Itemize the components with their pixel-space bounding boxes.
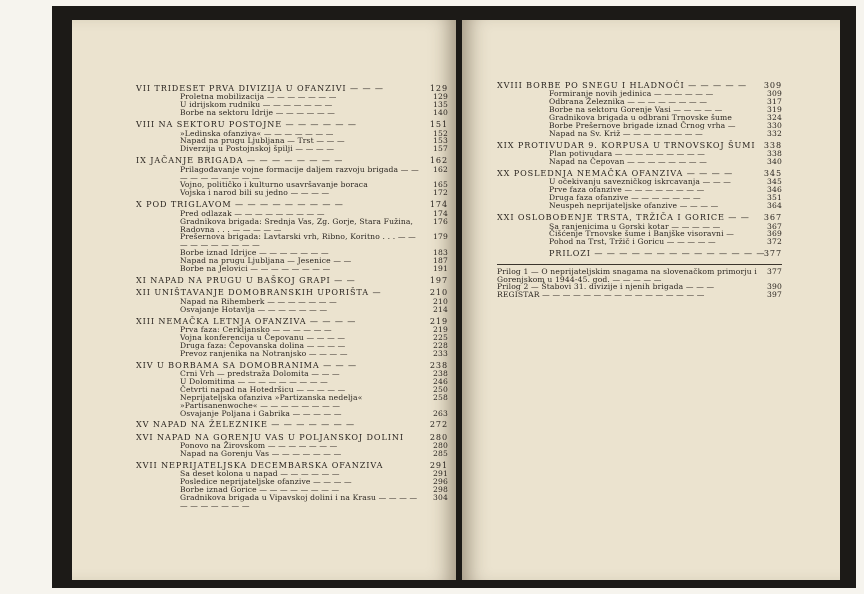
toc-entry [136, 494, 448, 510]
toc-page-number: 309 [767, 89, 782, 99]
toc-entry-title: XI NAPAD NA PRUGU U BAŠKOJ GRAPI — — [136, 274, 356, 285]
toc-page-number: 397 [767, 290, 782, 300]
toc-entry-title: Sa deset kolona u napad — — — — — — [180, 469, 340, 479]
toc-page-number: 174 [433, 208, 448, 218]
toc-entry-title: Gradnikova brigada u Vipavskoj dolini i na Krasu — — — — — — — — — — — [180, 493, 418, 511]
toc-page-number: 140 [433, 108, 448, 118]
toc-entry-title: XIX PROTIVUDAR 9. KORPUSA U TRNOVSKOJ ŠUMI [497, 139, 756, 150]
toc-entry-title: Vojna konferencija u Čepovanu — — — — [180, 332, 346, 342]
toc-page-number: 129 [429, 83, 448, 93]
toc-page-number: 238 [433, 369, 448, 378]
toc-entry-title: Posledice neprijateljske ofanzive — — — — [180, 477, 352, 487]
toc-page-number: 129 [433, 92, 448, 102]
toc-entry-title: Prešernova brigada: Lavtarski vrh, Ribno, Koritno . . . — — — — — — — — — — [180, 232, 416, 250]
toc-page-number: 351 [767, 193, 782, 203]
toc-entry-title: Neuspeh neprijateljske ofanzive — — — — [549, 201, 719, 211]
toc-entry-title: XII UNIŠTAVANJE DOMOBRANSKIH UPORIŠTA — [136, 287, 382, 298]
toc-page-number: 162 [429, 155, 448, 166]
toc-page-number: 246 [433, 376, 448, 386]
toc-entry-title: Napad na Rihemberk — — — — — — — [180, 296, 337, 306]
toc-entry-title: XVI NAPAD NA GORENJU VAS U POLJANSKOJ DOLINI [136, 431, 404, 442]
toc-page-number: 228 [433, 340, 448, 350]
toc-entry [136, 450, 448, 458]
toc-entry-title: Napad na prugu Ljubljana — Trst — — — [180, 136, 345, 146]
toc-page-number: 304 [433, 493, 448, 503]
toc-entry-title: Borbe na Jelovici — — — — — — — — [180, 264, 331, 274]
toc-entry-title: Crni Vrh — predstraža Dolomita — — — [180, 369, 340, 378]
toc-entry-title: Neprijateljska ofanziva »Partizanska nedelja« »Partisanenwoche« — — — — — — — — [180, 392, 363, 410]
toc-entry [136, 306, 448, 314]
toc-entry [497, 238, 782, 246]
right-page [462, 20, 840, 580]
toc-entry [497, 291, 782, 299]
toc-entry-title: X POD TRIGLAVOM — — — — — — — — — [136, 199, 344, 210]
toc-page-number: 319 [767, 105, 782, 115]
toc-entry-title: Pohod na Trst, Tržič i Goricu — — — — — [549, 237, 716, 247]
toc-entry-title: Borbe iznad Gorice — — — — — — — — [180, 485, 340, 495]
toc-entry-title: Vojska i narod bili su jedno — — — — [180, 188, 330, 198]
toc-page-number: 157 [433, 144, 448, 154]
toc-chapter-entry [136, 420, 448, 429]
toc-entry-title: Borbe Prešernove brigade iznad Črnog vrha — [549, 121, 736, 131]
toc-entry-title: Diverzija u Postojnskoj špilji — — — — [180, 144, 335, 154]
toc-page-number: 210 [429, 287, 448, 298]
toc-page-number: 172 [433, 188, 448, 198]
toc-entry-title: Prilagođavanje vojne formacije daljem razvoju brigada — — — — — — — — — — [180, 164, 419, 182]
toc-chapter-entry [136, 276, 448, 285]
toc-page-number: 291 [429, 460, 448, 471]
toc-entry-title: XV NAPAD NA ŽELEZNIKE — — — — — — — [136, 419, 356, 430]
toc-page-number: 364 [767, 201, 782, 211]
toc-page-number: 214 [433, 304, 448, 314]
toc-entry [136, 233, 448, 249]
toc-page-number: 309 [763, 80, 782, 90]
toc-entry-title: XXI OSLOBOĐENJE TRSTA, TRŽIČA I GORICE — — [497, 212, 750, 223]
toc-entry [497, 202, 782, 210]
toc-page-number: 285 [433, 449, 448, 459]
toc-page-number: 165 [433, 180, 448, 190]
toc-page-number: 367 [767, 221, 782, 231]
toc-entry-title: REGISTAR — — — — — — — — — — — — — — — — [497, 290, 705, 300]
section-divider [497, 264, 782, 265]
toc-page-number: 197 [429, 274, 448, 285]
toc-entry-title: Osvajanje Hotavlja — — — — — — — [180, 304, 328, 314]
toc-entry-title: Proletna mobilizacija — — — — — — — [180, 92, 337, 102]
toc-entry-title: Druga faza: Čepovanska dolina — — — — [180, 340, 346, 350]
toc-entry-title: Pred odlazak — — — — — — — — — [180, 208, 325, 218]
toc-entry-title: Napad na prugu Ljubljana — Jesenice — — [180, 256, 352, 266]
toc-entry-title: U očekivanju savezničkog iskrcavanja — — — [549, 177, 732, 187]
toc-page-number: 225 [433, 332, 448, 342]
toc-page-number: 191 [433, 264, 448, 274]
toc-entry-title: Formiranje novih jedinica — — — — — — [549, 89, 714, 99]
toc-entry-title: Borbe na sektoru Idrije — — — — — — [180, 108, 335, 118]
toc-page-number: 135 [433, 100, 448, 110]
toc-entry-title: XVIII BORBE PO SNEGU I HLADNOĆI — — — — — [497, 80, 747, 90]
toc-page-number: 390 [767, 282, 782, 292]
toc-entry [497, 268, 782, 284]
toc-page-number: 346 [767, 185, 782, 195]
toc-entry-title: Odbrana Železnika — — — — — — — — [549, 97, 708, 107]
toc-entry-title: Prve faza ofanzive — — — — — — — — [549, 185, 705, 195]
toc-entry [497, 130, 782, 138]
toc-entry [136, 350, 448, 358]
toc-entry-title: XX POSLEDNJA NEMAČKA OFANZIVA — — — — [497, 168, 734, 179]
toc-entry [136, 145, 448, 153]
toc-entry-title: PRILOZI — — — — — — — — — — — — — — [549, 248, 766, 259]
toc-page-number: 367 [763, 212, 782, 223]
toc-entry-title: IX JAČANJE BRIGADA — — — — — — — — [136, 155, 344, 166]
toc-entry-title: Prva faza: Cerkljansko — — — — — — [180, 324, 332, 334]
toc-page-number: 238 [429, 359, 448, 370]
toc-entry-title: Plan potivudara — — — — — — — — — [549, 149, 706, 159]
toc-page-number: 338 [767, 149, 782, 159]
toc-page-number: 377 [763, 248, 782, 259]
toc-page-number: 317 [767, 97, 782, 107]
toc-entry-title: Prevoz ranjenika na Notranjsko — — — — [180, 348, 348, 358]
toc-page-number: 324 [767, 113, 782, 123]
toc-entry-title: Prilog 1 — O neprijateljskim snagama na slovenačkom primorju i Gorenjskom u 1944-45. god. — — — — — [497, 266, 757, 284]
toc-entry-title: U Dolomitima — — — — — — — — — [180, 376, 328, 386]
toc-page-number: 153 [433, 136, 448, 146]
toc-page-number: 345 [767, 177, 782, 187]
toc-entry-title: U idrijskom rudniku — — — — — — — [180, 100, 333, 110]
toc-entry [497, 158, 782, 166]
toc-page-number: 372 [767, 237, 782, 247]
toc-entry-title: Druga faza ofanzive — — — — — — — [549, 193, 701, 203]
toc-page-number: 250 [433, 384, 448, 394]
toc-page-number: 369 [767, 229, 782, 239]
open-book [52, 6, 856, 588]
toc-entry-title: Osvajanje Poljana i Gabrika — — — — — [180, 408, 342, 418]
toc-page-number: 258 [433, 392, 448, 402]
toc-entry-title: XVII NEPRIJATELJSKA DECEMBARSKA OFANZIVA [136, 460, 384, 471]
left-page [72, 20, 456, 580]
toc-entry [136, 109, 448, 117]
toc-entry [136, 218, 448, 234]
toc-entry-title: Napad na Sv. Križ — — — — — — — — [549, 128, 703, 138]
toc-page-number: 176 [433, 216, 448, 226]
toc-page-number: 330 [767, 121, 782, 131]
toc-page-number: 174 [429, 199, 448, 210]
toc-page-number: 152 [433, 128, 448, 138]
table-of-contents-right [462, 20, 840, 299]
toc-page-number: 291 [433, 469, 448, 479]
toc-page-number: 345 [763, 168, 782, 179]
toc-page-number: 151 [429, 119, 448, 130]
toc-entry [136, 166, 448, 182]
toc-page-number: 332 [767, 128, 782, 138]
toc-entry-title: XIV U BORBAMA SA DOMOBRANIMA — — — [136, 359, 358, 370]
toc-page-number: 219 [433, 324, 448, 334]
toc-entry [136, 394, 448, 410]
toc-entry-title: Ponovo na Žirovskom — — — — — — — [180, 441, 338, 451]
toc-page-number: 272 [429, 419, 448, 430]
toc-page-number: 187 [433, 256, 448, 266]
toc-entry-title: Napad na Gorenju Vas — — — — — — — [180, 449, 342, 459]
toc-page-number: 280 [429, 431, 448, 442]
toc-entry-title: Borbe iznad Idrijce — — — — — — — [180, 248, 329, 258]
toc-entry-title: »Ledinska ofanziva« — — — — — — — [180, 128, 334, 138]
toc-page-number: 280 [433, 441, 448, 451]
toc-page-number: 338 [763, 139, 782, 150]
toc-page-number: 377 [767, 266, 782, 276]
toc-page-number: 219 [429, 315, 448, 326]
table-of-contents-left [72, 20, 456, 510]
toc-entry-title: Gradnikova brigada u odbrani Trnovske šume [549, 113, 733, 123]
toc-entry [136, 410, 448, 418]
toc-chapter-entry [497, 249, 782, 258]
toc-page-number: 263 [433, 408, 448, 418]
toc-page-number: 298 [433, 485, 448, 495]
toc-page-number: 210 [433, 296, 448, 306]
toc-page-number: 233 [433, 348, 448, 358]
toc-entry-title: VII TRIDESET PRVA DIVIZIJA U OFANZIVI — — — [136, 83, 384, 93]
toc-entry-title: Napad na Čepovan — — — — — — — — [549, 157, 707, 167]
toc-entry-title: Četvrti napad na Hotedršicu — — — — — [180, 384, 346, 394]
toc-entry-title: Borbe na sektoru Gorenje Vasi — — — — — [549, 105, 723, 115]
toc-entry-title: Čišćenje Trnovske šume i Banjške visoravni — [549, 229, 734, 239]
toc-entry-title: VIII NA SEKTORU POSTOJNE — — — — — — [136, 119, 357, 130]
toc-page-number: 162 [433, 164, 448, 174]
toc-page-number: 183 [433, 248, 448, 258]
toc-entry-title: XIII NEMAČKA LETNJA OFANZIVA — — — — [136, 315, 357, 326]
toc-entry-title: Sa ranjenicima u Gorski kotar — — — — — [549, 221, 721, 231]
toc-entry [136, 265, 448, 273]
toc-entry-title: Gradnikova brigada: Srednja Vas, Zg. Gorje, Stara Fužina, Radovna . . . — — — — — [180, 216, 414, 234]
toc-entry-title: Vojno, političko i kulturno usavršavanje boraca [180, 180, 368, 190]
toc-page-number: 179 [433, 232, 448, 242]
toc-page-number: 296 [433, 477, 448, 487]
toc-page-number: 340 [767, 157, 782, 167]
toc-entry-title: Prilog 2 — Štabovi 31. divizije i njenih brigada — — — [497, 282, 715, 292]
toc-entry [136, 189, 448, 197]
